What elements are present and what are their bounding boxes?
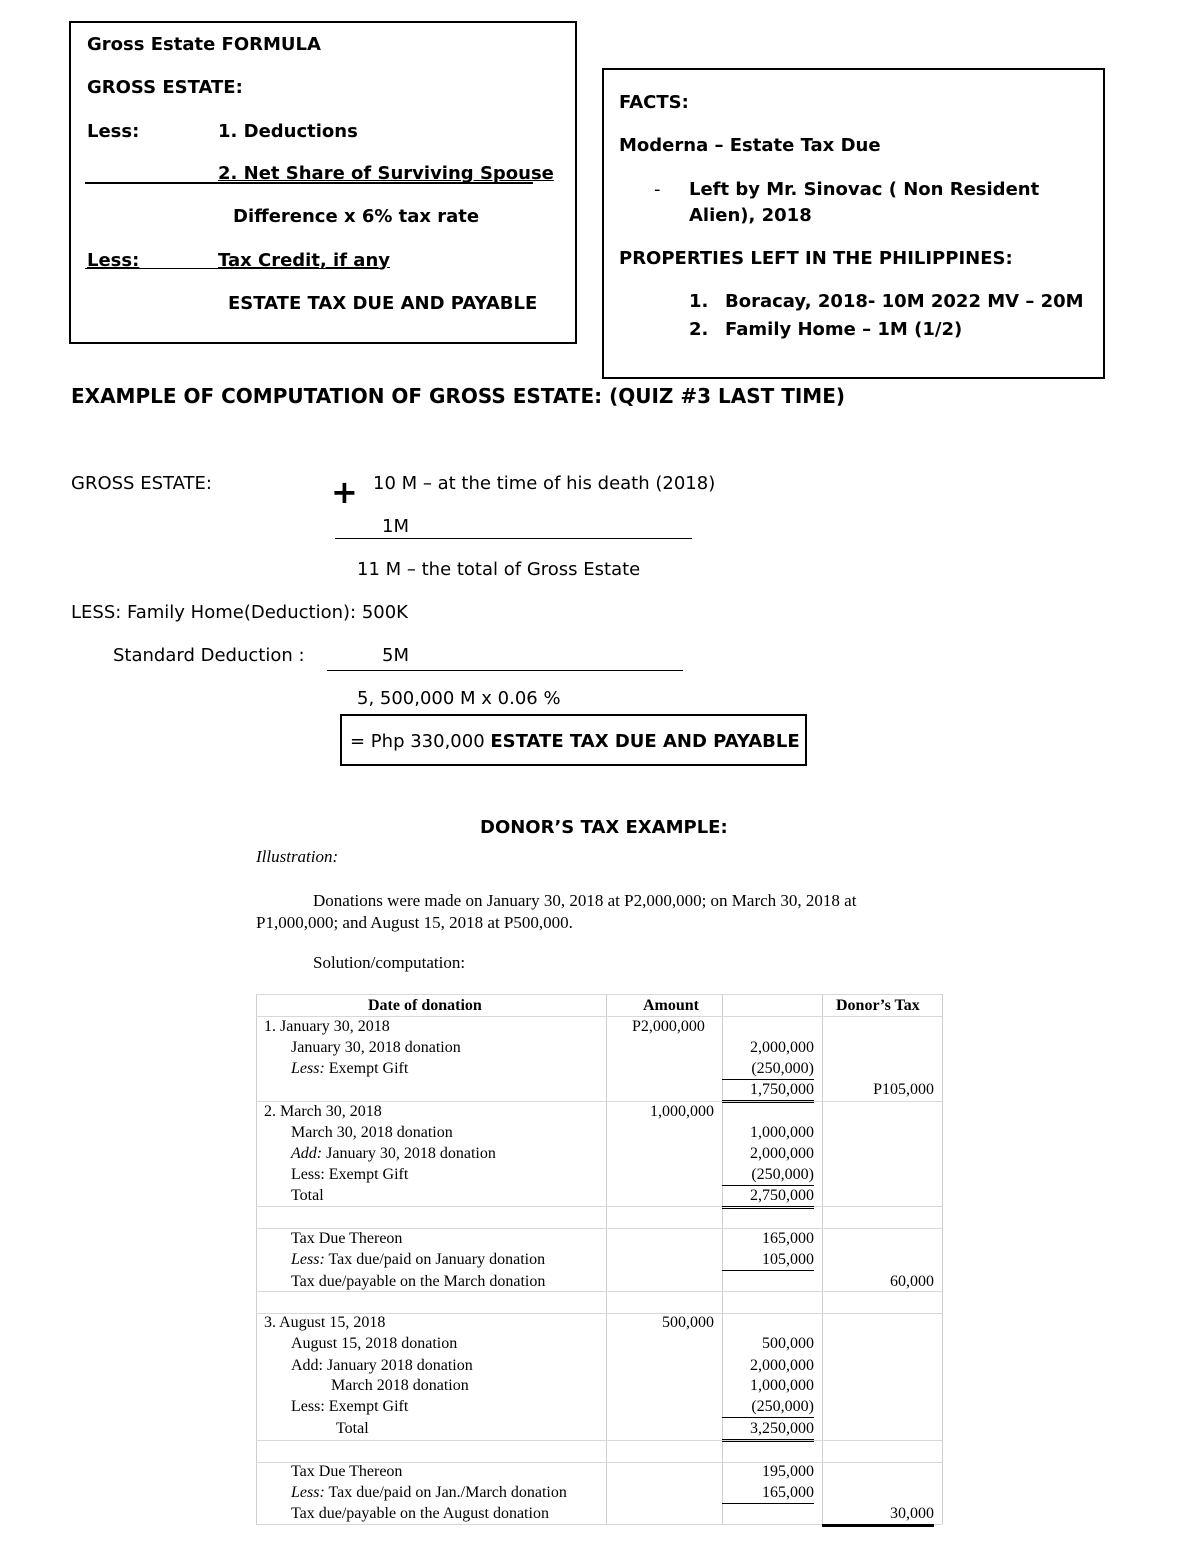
row-label: Tax Due Thereon (291, 1463, 403, 1480)
example-less-family-home: LESS: Family Home(Deduction): 500K (71, 602, 408, 623)
row-label: 2. March 30, 2018 (264, 1103, 382, 1120)
row-label: Tax due/payable on the August donation (291, 1505, 549, 1522)
row-value: 2,750,000 (722, 1186, 814, 1209)
example-result-label: ESTATE TAX DUE AND PAYABLE (490, 731, 800, 752)
row-value: 105,000 (722, 1250, 814, 1271)
table-grid-row (256, 1440, 942, 1441)
row-value: 2,000,000 (750, 1145, 814, 1162)
row-value: (250,000) (722, 1165, 814, 1186)
formula-gross-estate: GROSS ESTATE: (87, 77, 243, 98)
formula-result: ESTATE TAX DUE AND PAYABLE (228, 293, 538, 314)
row-tax: P105,000 (873, 1081, 934, 1098)
formula-less-2: Less: (87, 250, 140, 271)
row-label-emphasis: Less: (291, 1060, 325, 1077)
example-result-prefix: = Php 330,000 (350, 731, 491, 752)
row-label-text: Exempt Gift (324, 1060, 409, 1077)
row-amount: P2,000,000 (632, 1018, 705, 1035)
example-line-2: 1M (382, 516, 409, 537)
row-value: 195,000 (762, 1463, 814, 1480)
row-label: March 30, 2018 donation (291, 1124, 453, 1141)
row-label (291, 1483, 567, 1503)
row-label: Tax Due Thereon (291, 1230, 403, 1247)
header-amount: Amount (643, 997, 700, 1014)
row-label-text: Tax due/paid on January donation (324, 1251, 546, 1268)
example-sum-line (335, 538, 692, 539)
row-value: 165,000 (762, 1230, 814, 1247)
row-value: 1,000,000 (750, 1377, 814, 1394)
example-deduction-line (327, 670, 683, 671)
formula-less-1: Less: (87, 121, 140, 142)
facts-property-1: Boracay, 2018- 10M 2022 MV – 20M (725, 291, 1084, 312)
row-label: Tax due/payable on the March donation (291, 1273, 546, 1290)
row-value: 3,250,000 (722, 1419, 814, 1442)
row-label: January 30, 2018 donation (291, 1039, 461, 1056)
table-grid-right (942, 994, 943, 1524)
formula-divider-1 (85, 182, 533, 184)
example-standard-value: 5M (382, 645, 409, 666)
header-date-of-donation: Date of donation (368, 997, 482, 1014)
formula-title: Gross Estate FORMULA (87, 34, 321, 55)
facts-properties-heading: PROPERTIES LEFT IN THE PHILIPPINES: (619, 248, 1013, 269)
row-label: August 15, 2018 donation (291, 1335, 458, 1352)
formula-divider-2 (85, 268, 383, 269)
row-label: 1. January 30, 2018 (264, 1018, 390, 1035)
example-line-1: 10 M – at the time of his death (2018) (373, 473, 716, 494)
donor-solution: Solution/computation: (313, 953, 466, 972)
facts-title: FACTS: (619, 92, 689, 113)
facts-subject: Moderna – Estate Tax Due (619, 135, 881, 156)
formula-difference: Difference x 6% tax rate (233, 206, 480, 227)
row-label: 3. August 15, 2018 (264, 1314, 386, 1331)
row-value: 500,000 (762, 1335, 814, 1352)
table-grid-row (256, 1206, 942, 1207)
row-label: Add: January 2018 donation (291, 1357, 473, 1374)
row-label-emphasis: Add: (291, 1145, 323, 1162)
header-donors-tax: Donor’s Tax (836, 997, 920, 1014)
row-label-emphasis: Less: (291, 1484, 325, 1501)
row-label (291, 1250, 545, 1270)
row-value: 165,000 (722, 1483, 814, 1504)
facts-property-2: Family Home – 1M (1/2) (725, 319, 963, 340)
row-value: (250,000) (722, 1059, 814, 1080)
row-tax: 60,000 (890, 1273, 934, 1290)
row-value: 1,750,000 (722, 1080, 814, 1103)
row-label: March 2018 donation (331, 1377, 469, 1394)
row-label: Total (336, 1420, 369, 1437)
row-value: (250,000) (722, 1397, 814, 1418)
row-label-emphasis: Less: (291, 1251, 325, 1268)
row-label: Less: Exempt Gift (291, 1166, 409, 1183)
example-heading: EXAMPLE OF COMPUTATION OF GROSS ESTATE: (QUIZ #3 LAST TIME) (71, 384, 846, 408)
donor-paragraph-line-1: Donations were made on January 30, 2018 at P2,000,000; on March 30, 2018 at (313, 891, 857, 910)
table-grid-col-3 (822, 994, 823, 1524)
facts-property-1-number: 1. (689, 291, 709, 312)
donor-paragraph-line-2: P1,000,000; and August 15, 2018 at P500,000. (256, 913, 573, 932)
example-gross-estate-label: GROSS ESTATE: (71, 473, 212, 494)
facts-property-2-number: 2. (689, 319, 709, 340)
example-result (350, 731, 800, 752)
facts-left-by-line-2: Alien), 2018 (689, 205, 812, 226)
row-tax: 30,000 (822, 1504, 934, 1527)
row-label-text: January 30, 2018 donation (322, 1145, 496, 1162)
facts-left-by-line-1: Left by Mr. Sinovac ( Non Resident (689, 179, 1040, 200)
donor-tax-table (256, 994, 942, 1524)
table-grid-left (256, 994, 257, 1524)
plus-icon: + (331, 473, 358, 511)
row-value: 2,000,000 (750, 1039, 814, 1056)
row-label: Total (291, 1187, 324, 1204)
row-value: 2,000,000 (750, 1357, 814, 1374)
donor-illustration: Illustration: (256, 847, 339, 866)
table-grid-top (256, 994, 942, 995)
formula-tax-credit: Tax Credit, if any (218, 250, 391, 271)
row-label (291, 1144, 496, 1164)
row-label: Less: Exempt Gift (291, 1398, 409, 1415)
row-amount: 500,000 (662, 1314, 714, 1331)
row-label (291, 1059, 408, 1079)
example-standard-label: Standard Deduction : (113, 645, 305, 666)
facts-dash: - (654, 179, 661, 200)
row-label-text: Tax due/paid on Jan./March donation (324, 1484, 567, 1501)
donor-heading: DONOR’S TAX EXAMPLE: (480, 817, 728, 838)
formula-item-net-share: 2. Net Share of Surviving Spouse (218, 163, 554, 184)
row-value: 1,000,000 (750, 1124, 814, 1141)
table-grid-col-1 (606, 994, 607, 1524)
example-computation: 5, 500,000 M x 0.06 % (357, 688, 561, 709)
example-total: 11 M – the total of Gross Estate (357, 559, 641, 580)
row-amount: 1,000,000 (650, 1103, 714, 1120)
formula-item-deductions: 1. Deductions (218, 121, 358, 142)
